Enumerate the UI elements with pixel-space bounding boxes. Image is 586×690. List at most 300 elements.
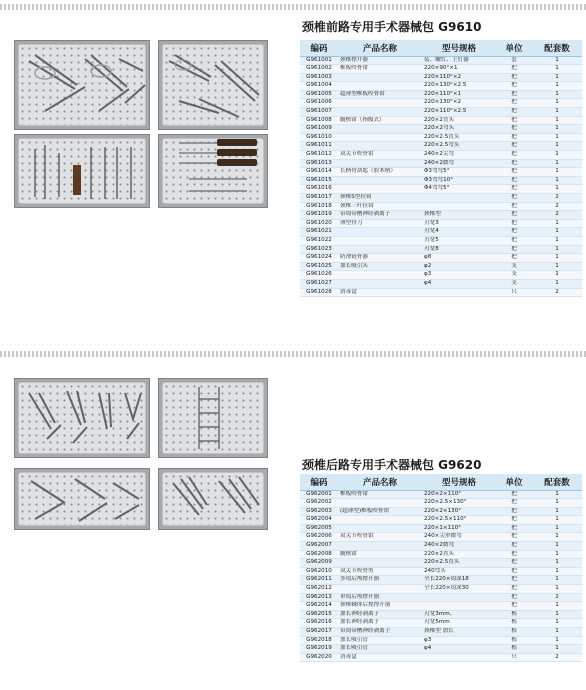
quantity-cell: 1 <box>532 645 582 654</box>
unit-cell: 把 <box>496 108 532 117</box>
table-row <box>300 176 582 185</box>
code-cell: G961015 <box>300 176 338 185</box>
quantity-cell: 1 <box>532 151 582 160</box>
table-row <box>300 82 582 91</box>
spec-cell: 220×2弯头 <box>422 125 496 134</box>
code-cell: G961011 <box>300 142 338 151</box>
code-cell: G961023 <box>300 245 338 254</box>
name-cell: 颈椎棘体后撑撑开器 <box>338 602 422 611</box>
code-cell: G962020 <box>300 653 338 662</box>
name-cell <box>338 542 422 551</box>
unit-cell: 把 <box>496 542 532 551</box>
quantity-cell: 1 <box>532 108 582 117</box>
table-row <box>300 499 582 508</box>
quantity-cell: 1 <box>532 550 582 559</box>
quantity-cell: 1 <box>532 159 582 168</box>
quantity-cell: 1 <box>532 65 582 74</box>
spec-cell: 刃宽8 <box>422 245 496 254</box>
table-row <box>300 602 582 611</box>
code-cell: G961019 <box>300 211 338 220</box>
table-row <box>300 542 582 551</box>
name-cell: 椎板咬骨钳 <box>338 490 422 499</box>
unit-cell: 把 <box>496 133 532 142</box>
table-row <box>300 159 582 168</box>
tray-photo-4 <box>158 134 268 208</box>
instrument-drawing <box>15 469 150 530</box>
quantity-cell: 1 <box>532 628 582 637</box>
code-cell: G962019 <box>300 645 338 654</box>
code-cell: G962011 <box>300 576 338 585</box>
quantity-cell: 1 <box>532 125 582 134</box>
quantity-cell: 1 <box>532 279 582 288</box>
column-header: 编码 <box>300 40 338 56</box>
code-cell: G961006 <box>300 99 338 108</box>
name-cell: 带钩带槽神经剥离子 <box>338 628 422 637</box>
code-cell: G962013 <box>300 593 338 602</box>
quantity-cell: 1 <box>532 542 582 551</box>
column-header: 编码 <box>300 474 338 490</box>
table-row <box>300 533 582 542</box>
name-cell: 消毒盒 <box>338 288 422 297</box>
instrument-table <box>300 474 582 662</box>
name-cell: 薄型骨刀 <box>338 219 422 228</box>
quantity-cell: 1 <box>532 56 582 65</box>
spec-cell: 220×2.5×130° <box>422 499 496 508</box>
spec-cell: 220×2.5直头 <box>422 559 496 568</box>
code-cell: G962004 <box>300 516 338 525</box>
table-row <box>300 288 582 297</box>
table-row <box>300 168 582 177</box>
name-cell <box>338 108 422 117</box>
code-cell: G962003 <box>300 507 338 516</box>
spec-cell <box>422 288 496 297</box>
table-row <box>300 490 582 499</box>
spec-cell: 220×130°×2 <box>422 99 496 108</box>
tray-photo-2 <box>158 40 268 130</box>
spec-cell: 240×2尖弯 <box>422 151 496 160</box>
name-cell <box>338 176 422 185</box>
column-header: 产品名称 <box>338 474 422 490</box>
instrument-drawing <box>159 135 268 208</box>
instrument-table <box>300 40 582 297</box>
spec-cell: 刃宽3mm、 <box>422 610 496 619</box>
quantity-cell: 1 <box>532 602 582 611</box>
quantity-cell: 1 <box>532 507 582 516</box>
spec-cell: 220×110°×2 <box>422 73 496 82</box>
unit-cell: 把 <box>496 194 532 203</box>
spec-cell: 220×90°×1 <box>422 65 496 74</box>
instrument-drawing <box>15 135 150 208</box>
code-cell: G961008 <box>300 116 338 125</box>
spec-cell: 颈椎型 加长 <box>422 628 496 637</box>
unit-cell: 把 <box>496 507 532 516</box>
spec-cell: 刃宽4 <box>422 228 496 237</box>
section-title: 颈椎前路专用手术器械包 G9610 <box>302 20 482 34</box>
name-cell: 颈椎S型拉钩 <box>338 194 422 203</box>
quantity-cell: 1 <box>532 142 582 151</box>
quantity-cell: 1 <box>532 82 582 91</box>
unit-cell: 把 <box>496 99 532 108</box>
tray-photo-1 <box>14 40 150 130</box>
spec-cell: 220×2直头 <box>422 116 496 125</box>
instrument-drawing <box>15 379 150 458</box>
unit-cell: 根 <box>496 628 532 637</box>
table-row <box>300 559 582 568</box>
code-cell: G962007 <box>300 542 338 551</box>
unit-cell: 把 <box>496 219 532 228</box>
quantity-cell: 1 <box>532 245 582 254</box>
spec-cell: 装、螺钉、上钉器 <box>422 56 496 65</box>
name-cell: 椎板咬骨钳 <box>338 65 422 74</box>
spec-cell: 220×110°×1 <box>422 90 496 99</box>
name-cell <box>338 559 422 568</box>
quantity-cell: 1 <box>532 636 582 645</box>
quantity-cell: 1 <box>532 228 582 237</box>
table-row <box>300 576 582 585</box>
column-header: 型号规格 <box>422 40 496 56</box>
code-cell: G961012 <box>300 151 338 160</box>
table-row <box>300 619 582 628</box>
quantity-cell: 1 <box>532 516 582 525</box>
table-row <box>300 142 582 151</box>
unit-cell: 把 <box>496 245 532 254</box>
name-cell <box>338 279 422 288</box>
unit-cell: 把 <box>496 185 532 194</box>
tray-photo-6 <box>158 378 268 458</box>
quantity-cell: 2 <box>532 211 582 220</box>
table-row <box>300 116 582 125</box>
spec-cell <box>422 653 496 662</box>
code-cell: G961001 <box>300 56 338 65</box>
tray-photo-5 <box>14 378 150 458</box>
unit-cell: 把 <box>496 576 532 585</box>
tray-photo-8 <box>158 468 268 530</box>
spec-cell: 220×2直头 <box>422 550 496 559</box>
unit-cell: 把 <box>496 254 532 263</box>
unit-cell: 把 <box>496 73 532 82</box>
code-cell: G961003 <box>300 73 338 82</box>
spec-cell: Φ3弯弯10° <box>422 176 496 185</box>
name-cell: 加长神经剥离子 <box>338 610 422 619</box>
spec-cell: φ4 <box>422 279 496 288</box>
table-row <box>300 108 582 117</box>
unit-cell: 把 <box>496 602 532 611</box>
spec-cell: 240×尖形微弯 <box>422 533 496 542</box>
spec-cell: 全长220×钩深18 <box>422 576 496 585</box>
name-cell <box>338 245 422 254</box>
quantity-cell: 1 <box>532 116 582 125</box>
code-cell: G961009 <box>300 125 338 134</box>
spec-cell: 240×2微弯 <box>422 159 496 168</box>
top-divider <box>0 4 586 10</box>
unit-cell: 把 <box>496 125 532 134</box>
name-cell <box>338 516 422 525</box>
code-cell: G962014 <box>300 602 338 611</box>
quantity-cell: 1 <box>532 271 582 280</box>
name-cell: 加长神经剥离子 <box>338 619 422 628</box>
code-cell: G962018 <box>300 636 338 645</box>
name-cell: 带钩带槽神经剥离子 <box>338 211 422 220</box>
spec-cell: 240弯头 <box>422 567 496 576</box>
unit-cell: 把 <box>496 550 532 559</box>
unit-cell: 把 <box>496 490 532 499</box>
unit-cell: 只 <box>496 653 532 662</box>
code-cell: G961026 <box>300 271 338 280</box>
name-cell <box>338 228 422 237</box>
code-cell: G961025 <box>300 262 338 271</box>
quantity-cell: 1 <box>532 133 582 142</box>
code-cell: G961014 <box>300 168 338 177</box>
spec-cell: 全长220×钩深30 <box>422 585 496 594</box>
quantity-cell: 1 <box>532 73 582 82</box>
name-cell: 双关节咬骨钳 <box>338 533 422 542</box>
name-cell <box>338 82 422 91</box>
name-cell: 双关节咬骨钳 <box>338 151 422 160</box>
table-row <box>300 262 582 271</box>
table-row <box>300 628 582 637</box>
name-cell <box>338 236 422 245</box>
unit-cell: 根 <box>496 645 532 654</box>
spec-cell: 220×1×110° <box>422 524 496 533</box>
code-cell: G962017 <box>300 628 338 637</box>
unit-cell: 把 <box>496 567 532 576</box>
code-cell: G961028 <box>300 288 338 297</box>
column-header: 单位 <box>496 474 532 490</box>
spec-cell: 220×2×110° <box>422 490 496 499</box>
code-cell: G961027 <box>300 279 338 288</box>
table-row <box>300 271 582 280</box>
spec-cell: φ3 <box>422 636 496 645</box>
spec-cell: 220×2.5×110° <box>422 516 496 525</box>
table-row <box>300 585 582 594</box>
table-row <box>300 65 582 74</box>
quantity-cell: 1 <box>532 176 582 185</box>
quantity-cell: 1 <box>532 236 582 245</box>
name-cell: 防滑链骨器 <box>338 254 422 263</box>
table-row <box>300 219 582 228</box>
code-cell: G961002 <box>300 65 338 74</box>
unit-cell: 把 <box>496 593 532 602</box>
code-cell: G961005 <box>300 90 338 99</box>
unit-cell: 根 <box>496 636 532 645</box>
spec-cell: 颈椎型 <box>422 211 496 220</box>
instrument-drawing <box>15 41 150 130</box>
column-header: 配套数 <box>532 40 582 56</box>
spec-cell: 刃宽5 <box>422 236 496 245</box>
spec-cell: 刃宽3 <box>422 219 496 228</box>
tray-photo-7 <box>14 468 150 530</box>
unit-cell: 把 <box>496 228 532 237</box>
code-cell: G962001 <box>300 490 338 499</box>
table-row <box>300 593 582 602</box>
spec-cell: φ4 <box>422 645 496 654</box>
unit-cell: 把 <box>496 524 532 533</box>
middle-divider <box>0 351 586 357</box>
quantity-cell: 2 <box>532 653 582 662</box>
code-cell: G961024 <box>300 254 338 263</box>
unit-cell: 把 <box>496 499 532 508</box>
unit-cell: 把 <box>496 559 532 568</box>
code-cell: G962015 <box>300 610 338 619</box>
table-row <box>300 550 582 559</box>
name-cell: 加长吸引头 <box>338 262 422 271</box>
quantity-cell: 1 <box>532 185 582 194</box>
spec-cell <box>422 194 496 203</box>
code-cell: G961022 <box>300 236 338 245</box>
table-row <box>300 125 582 134</box>
name-cell <box>338 185 422 194</box>
spec-cell: 240×2微弯 <box>422 542 496 551</box>
table-row <box>300 151 582 160</box>
unit-cell: 把 <box>496 176 532 185</box>
quantity-cell: 1 <box>532 262 582 271</box>
unit-cell: 把 <box>496 116 532 125</box>
table-row <box>300 228 582 237</box>
code-cell: G962012 <box>300 585 338 594</box>
code-cell: G961018 <box>300 202 338 211</box>
quantity-cell: 1 <box>532 90 582 99</box>
quantity-cell: 1 <box>532 610 582 619</box>
unit-cell: 把 <box>496 65 532 74</box>
instrument-drawing <box>159 469 268 530</box>
spec-cell: φ2 <box>422 262 496 271</box>
spec-cell <box>422 593 496 602</box>
table-row <box>300 254 582 263</box>
table-row <box>300 236 582 245</box>
quantity-cell: 1 <box>532 567 582 576</box>
unit-cell: 把 <box>496 151 532 160</box>
name-cell <box>338 271 422 280</box>
name-cell <box>338 73 422 82</box>
table-row <box>300 645 582 654</box>
quantity-cell: 1 <box>532 524 582 533</box>
spec-cell: 220×130°×2.5 <box>422 82 496 91</box>
unit-cell: 支 <box>496 271 532 280</box>
spec-cell: φ8 <box>422 254 496 263</box>
quantity-cell: 1 <box>532 559 582 568</box>
quantity-cell: 1 <box>532 576 582 585</box>
column-header: 单位 <box>496 40 532 56</box>
table-row <box>300 524 582 533</box>
name-cell <box>338 499 422 508</box>
code-cell: G962002 <box>300 499 338 508</box>
quantity-cell: 1 <box>532 619 582 628</box>
table-row <box>300 211 582 220</box>
spec-cell: 220×2×130° <box>422 507 496 516</box>
name-cell <box>338 585 422 594</box>
table-row <box>300 90 582 99</box>
spec-cell: 220×2.5直头 <box>422 133 496 142</box>
name-cell: 超薄型椎板咬骨钳 <box>338 90 422 99</box>
code-cell: G961021 <box>300 228 338 237</box>
quantity-cell: 1 <box>532 585 582 594</box>
quantity-cell: 2 <box>532 202 582 211</box>
quantity-cell: 1 <box>532 219 582 228</box>
table-row <box>300 516 582 525</box>
unit-cell: 把 <box>496 236 532 245</box>
quantity-cell: 1 <box>532 499 582 508</box>
spec-cell: 220×2.5弯头 <box>422 142 496 151</box>
code-cell: G961010 <box>300 133 338 142</box>
code-cell: G962009 <box>300 559 338 568</box>
spec-cell: 刃宽5mm <box>422 619 496 628</box>
name-cell <box>338 99 422 108</box>
name-cell <box>338 125 422 134</box>
instrument-drawing <box>159 41 268 130</box>
name-cell <box>338 142 422 151</box>
table-row <box>300 73 582 82</box>
code-cell: G962006 <box>300 533 338 542</box>
table-row <box>300 99 582 108</box>
table-row <box>300 636 582 645</box>
code-cell: G961004 <box>300 82 338 91</box>
name-cell: 单钩后颅撑开器 <box>338 593 422 602</box>
quantity-cell: 1 <box>532 254 582 263</box>
name-cell: 加长吸引管 <box>338 645 422 654</box>
code-cell: G962005 <box>300 524 338 533</box>
spec-cell: Φ4弯弯5° <box>422 185 496 194</box>
unit-cell: 把 <box>496 585 532 594</box>
table-row <box>300 279 582 288</box>
code-cell: G962010 <box>300 567 338 576</box>
name-cell: 颈椎撑开器 <box>338 56 422 65</box>
quantity-cell: 1 <box>532 533 582 542</box>
quantity-cell: 1 <box>532 99 582 108</box>
unit-cell: 只 <box>496 288 532 297</box>
quantity-cell: 2 <box>532 593 582 602</box>
table-row <box>300 194 582 203</box>
table-row <box>300 567 582 576</box>
name-cell: 髓核钳（指腹式） <box>338 116 422 125</box>
unit-cell: 把 <box>496 82 532 91</box>
column-header: 型号规格 <box>422 474 496 490</box>
unit-cell: 把 <box>496 533 532 542</box>
table-row <box>300 245 582 254</box>
unit-cell: 根 <box>496 610 532 619</box>
name-cell <box>338 159 422 168</box>
tray-photo-3 <box>14 134 150 208</box>
unit-cell: 把 <box>496 211 532 220</box>
spec-cell: 220×110°×2.5 <box>422 108 496 117</box>
quantity-cell: 1 <box>532 490 582 499</box>
spec-cell: Φ3弯弯5° <box>422 168 496 177</box>
unit-cell: 支 <box>496 262 532 271</box>
unit-cell: 把 <box>496 142 532 151</box>
spec-cell <box>422 202 496 211</box>
name-cell <box>338 524 422 533</box>
name-cell: (超薄型)椎板咬骨钳 <box>338 507 422 516</box>
table-row <box>300 610 582 619</box>
unit-cell: 把 <box>496 159 532 168</box>
spec-cell: φ3 <box>422 271 496 280</box>
quantity-cell: 1 <box>532 168 582 177</box>
instrument-drawing <box>159 379 268 458</box>
name-cell: 加长吸引管 <box>338 636 422 645</box>
unit-cell: 把 <box>496 168 532 177</box>
unit-cell: 支 <box>496 279 532 288</box>
code-cell: G961013 <box>300 159 338 168</box>
column-header: 配套数 <box>532 474 582 490</box>
name-cell: 双关节咬骨剪 <box>338 567 422 576</box>
code-cell: G961017 <box>300 194 338 203</box>
name-cell <box>338 133 422 142</box>
unit-cell: 把 <box>496 516 532 525</box>
table-row <box>300 56 582 65</box>
table-row <box>300 507 582 516</box>
spec-cell <box>422 602 496 611</box>
name-cell: 多钩后颅撑开器 <box>338 576 422 585</box>
unit-cell: 套 <box>496 56 532 65</box>
